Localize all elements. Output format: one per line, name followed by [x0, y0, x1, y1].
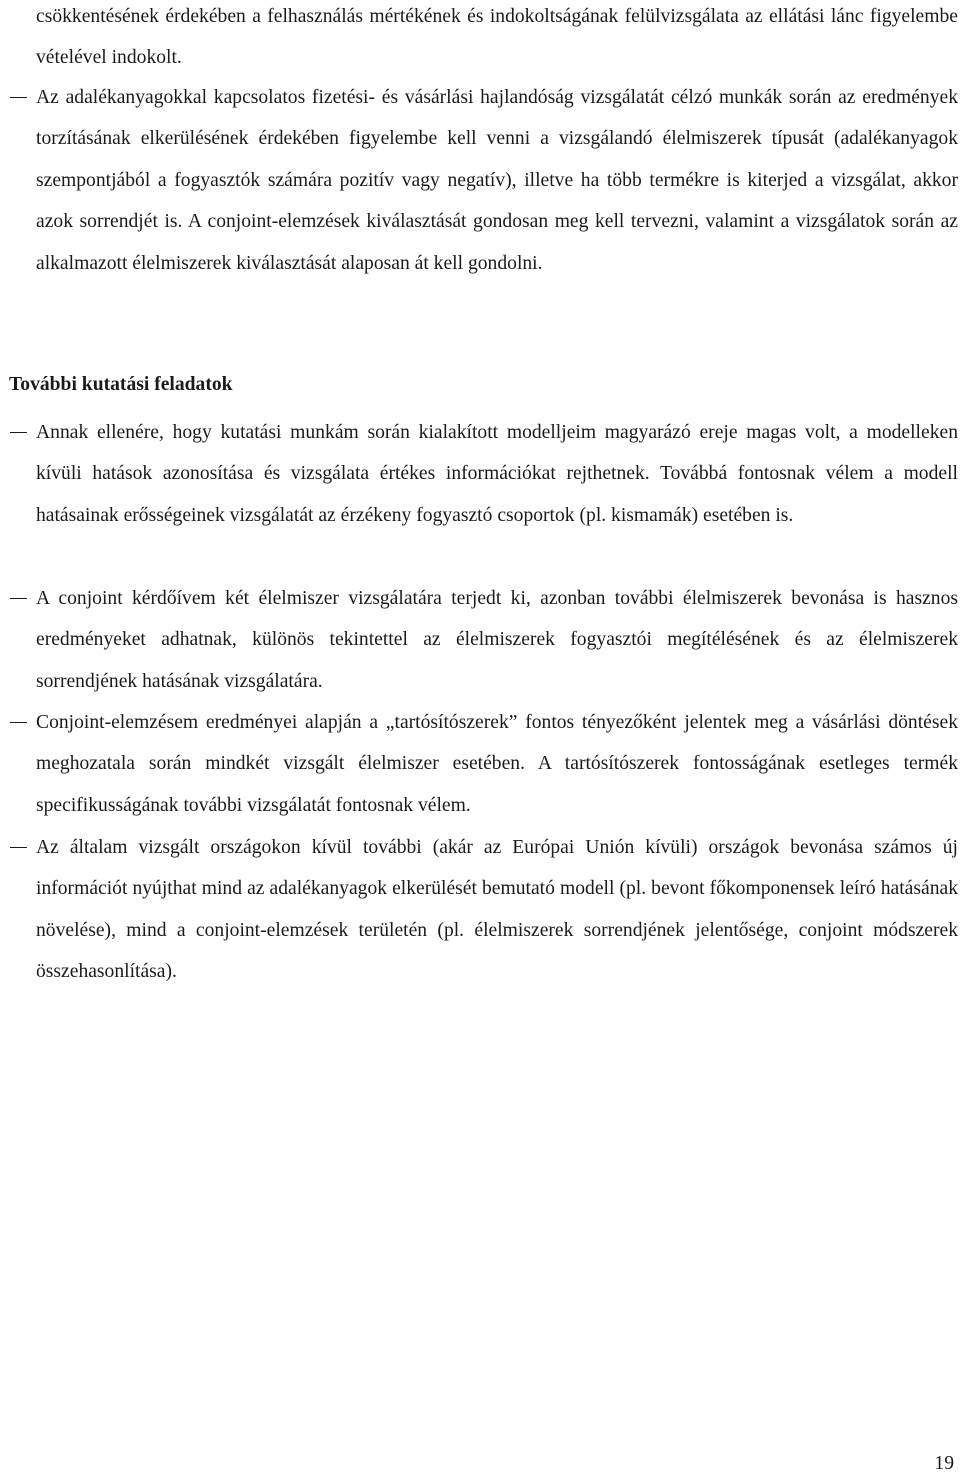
list-item-text: A conjoint kérdőívem két élelmiszer vizsgálatára terjedt ki, azonban további élelmiszerek bevonása is hasznos eredményeket adhatnak, különös tekintettel az élelmiszerek fogyasztói megítélésének és az élelmiszerek sorrendjének hatásának vizsgálatára. [36, 588, 958, 692]
list-item [10, 702, 958, 826]
dash-bullet-icon [10, 827, 28, 868]
list-item [10, 578, 958, 702]
intro-continuation-paragraph: csökkentésének érdekében a felhasználás mértékének és indokoltságának felülvizsgálata az ellátási lánc figyelembe vételével indokolt. [36, 6, 958, 69]
dash-bullet-icon [10, 702, 28, 743]
dash-bullet-icon [10, 77, 28, 118]
list-item [10, 827, 958, 993]
list-item-text: Az adalékanyagokkal kapcsolatos fizetési- és vásárlási hajlandóság vizsgálatát célzó munkák során az eredmények torzításának elkerülésének érdekében figyelembe kell venni a vizsgálandó élelmiszerek típusát (adalékanyagok szempontjából a fogyasztók számára pozitív vagy negatív), illetve ha több termékre is kiterjed a vizsgálat, akkor azok sorrendjét is. A conjoint-elemzések kiválasztását gondosan meg kell tervezni, valamint a vizsgálatok során az alkalmazott élelmiszerek kiválasztását alaposan át kell gondolni. [36, 87, 958, 274]
list-item [10, 412, 958, 536]
dash-bullet-icon [10, 578, 28, 619]
list-item-text: Annak ellenére, hogy kutatási munkám során kialakított modelljeim magyarázó ereje magas volt, a modelleken kívüli hatások azonosítása és vizsgálata értékes információkat rejthetnek. Továbbá fontosnak vélem a modell hatásainak erősségeinek vizsgálatát az érzékeny fogyasztó csoportok (pl. kismamák) esetében is. [36, 422, 958, 526]
list-item-text: Az általam vizsgált országokon kívül további (akár az Európai Unión kívüli) országok bevonása számos új információt nyújthat mind az adalékanyagok elkerülését bemutató modell (pl. bevont főkomponensek leíró hatásának növelése), mind a conjoint-elemzések területén (pl. élelmiszerek sorrendjének jelentősége, conjoint módszerek összehasonlítása). [36, 837, 958, 983]
list-item-text: Conjoint-elemzésem eredményei alapján a „tartósítószerek” fontos tényezőként jelentek meg a vásárlási döntések meghozatala során mindkét vizsgált élelmiszer esetében. A tartósítószerek fontosságának esetleges termék specifikusságának további vizsgálatát fontosnak vélem. [36, 712, 958, 816]
page-number: 19 [934, 1453, 954, 1474]
dash-bullet-icon [10, 412, 28, 453]
list-item [10, 77, 958, 284]
section-heading: További kutatási feladatok [9, 374, 233, 395]
